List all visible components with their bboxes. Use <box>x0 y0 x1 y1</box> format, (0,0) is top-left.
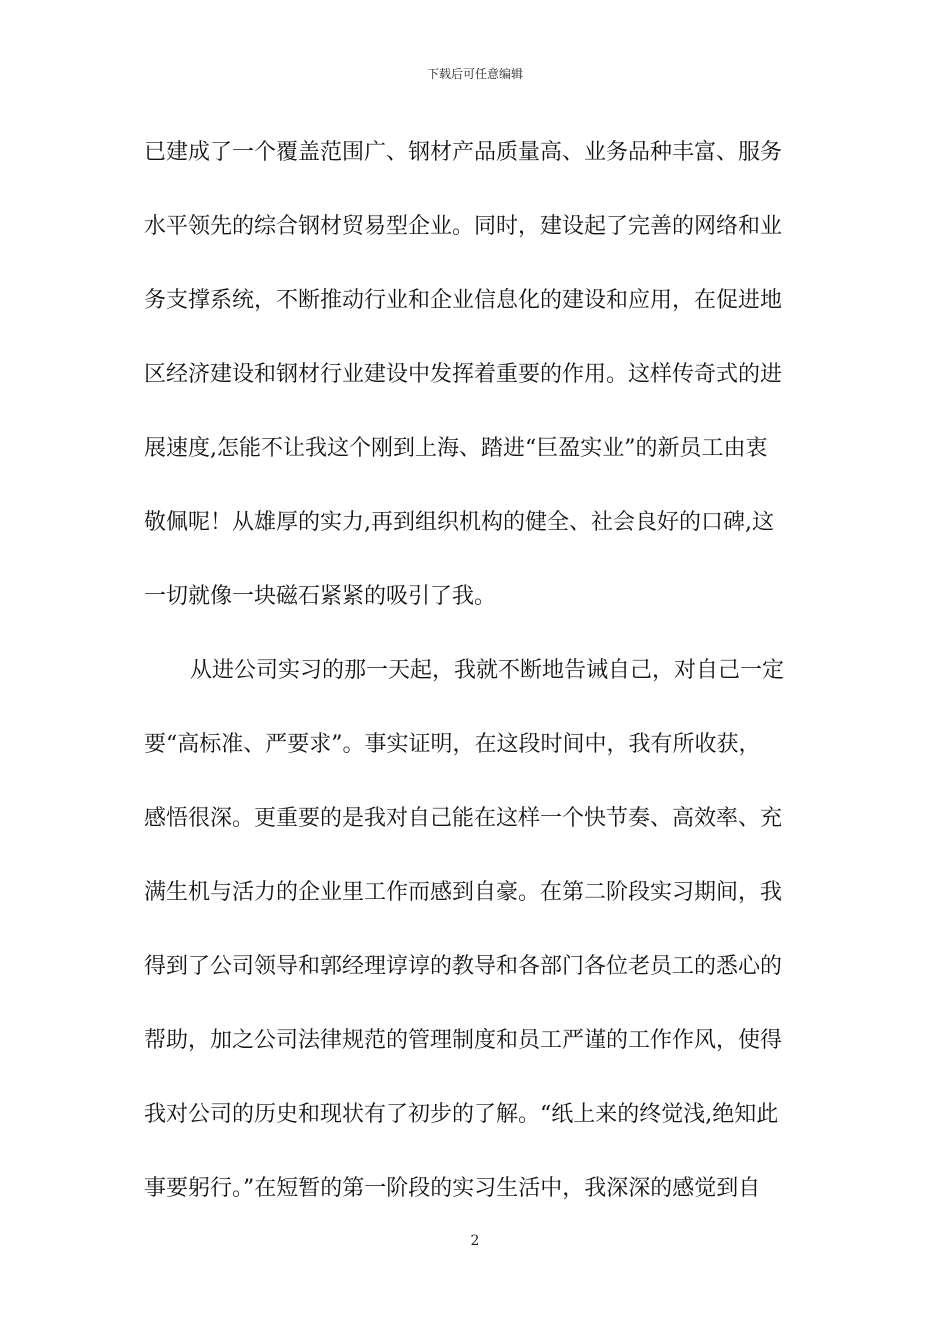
header-note: 下载后可任意编辑 <box>426 67 523 81</box>
text-line: 得到了公司领导和郭经理谆谆的教导和各部门各位老员工的悉心的 <box>144 954 783 979</box>
text-line: 感悟很深。更重要的是我对自己能在这样一个快节奏、高效率、充 <box>144 806 783 831</box>
text-line: 务支撑系统，不断推动行业和企业信息化的建设和应用，在促进地 <box>144 288 783 313</box>
text-line: 区经济建设和钢材行业建设中发挥着重要的作用。这样传奇式的进 <box>144 362 783 387</box>
text-line: 满生机与活力的企业里工作而感到自豪。在第二阶段实习期间，我 <box>144 880 783 905</box>
text-line: 已建成了一个覆盖范围广、钢材产品质量高、业务品种丰富、服务 <box>144 140 783 165</box>
body-text <box>144 135 812 1245</box>
text-line: 展速度,怎能不让我这个刚到上海、踏进“巨盈实业”的新员工由衷 <box>144 436 768 461</box>
text-line: 一切就像一块磁石紧紧的吸引了我。 <box>144 584 497 609</box>
text-line: 要“高标准、严要求”。事实证明，在这段时间中，我有所收获， <box>144 732 761 757</box>
text-line: 帮助，加之公司法律规范的管理制度和员工严谨的工作作风，使得 <box>144 1028 783 1053</box>
text-line: 事要躬行。”在短暂的第一阶段的实习生活中，我深深的感觉到自 <box>144 1176 761 1201</box>
paragraph-start-line: 从进公司实习的那一天起，我就不断地告诫自己，对自己一定 <box>190 658 785 683</box>
text-line: 敬佩呢！从雄厚的实力,再到组织机构的健全、社会良好的口碑,这 <box>144 510 774 535</box>
text-line: 我对公司的历史和现状有了初步的了解。“纸上来的终觉浅,绝知此 <box>144 1102 779 1127</box>
page-number: 2 <box>470 1233 480 1249</box>
text-line: 水平领先的综合钢材贸易型企业。同时，建设起了完善的网络和业 <box>144 214 783 239</box>
